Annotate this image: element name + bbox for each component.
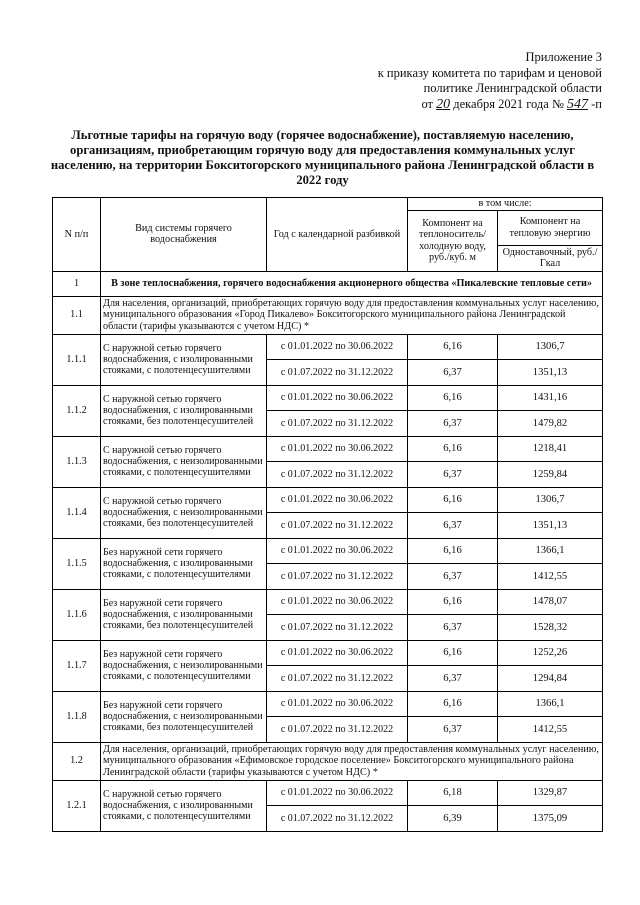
table-row xyxy=(53,589,603,615)
table-row xyxy=(53,780,603,806)
row-water-component: 6,16 xyxy=(408,640,498,666)
row-water-component: 6,16 xyxy=(408,334,498,360)
row-period: с 01.01.2022 по 30.06.2022 xyxy=(267,589,408,615)
row-water-component: 6,16 xyxy=(408,436,498,462)
row-heat-component: 1412,55 xyxy=(498,717,603,743)
subsection-1-2-num: 1.2 xyxy=(53,742,101,780)
row-description: Без наружной сети горячего водоснабжения, с изолированными стояками, без полотенцесушителей xyxy=(101,589,267,640)
row-period: с 01.07.2022 по 31.12.2022 xyxy=(267,666,408,692)
section-1-num: 1 xyxy=(53,271,101,296)
order-suffix: -п xyxy=(591,96,602,111)
row-water-component: 6,37 xyxy=(408,360,498,386)
subsection-1-1-title: Для населения, организаций, приобретающих горячую воду для предоставления коммунальных услуг населению, муниципального образования «Город Пикалево» Бокситогорского муниципального района Ленинградской области (тарифы указываются с учетом НДС) * xyxy=(101,296,603,334)
header-period: Год с календарной разбивкой xyxy=(267,198,408,272)
row-water-component: 6,37 xyxy=(408,462,498,488)
row-period: с 01.01.2022 по 30.06.2022 xyxy=(267,436,408,462)
row-num: 1.1.5 xyxy=(53,538,101,589)
row-heat-component: 1329,87 xyxy=(498,780,603,806)
row-water-component: 6,37 xyxy=(408,717,498,743)
tariff-table xyxy=(52,197,603,832)
row-num: 1.1.8 xyxy=(53,691,101,742)
date-rest: декабря 2021 года № xyxy=(453,96,564,111)
row-num: 1.2.1 xyxy=(53,780,101,831)
row-period: с 01.07.2022 по 31.12.2022 xyxy=(267,717,408,743)
row-period: с 01.07.2022 по 31.12.2022 xyxy=(267,462,408,488)
row-description: С наружной сетью горячего водоснабжения, с изолированными стояками, с полотенцесушителями xyxy=(101,334,267,385)
appendix-date-line xyxy=(302,97,602,113)
subsection-1-1-num: 1.1 xyxy=(53,296,101,334)
row-water-component: 6,37 xyxy=(408,513,498,539)
row-num: 1.1.4 xyxy=(53,487,101,538)
row-water-component: 6,18 xyxy=(408,780,498,806)
row-water-component: 6,37 xyxy=(408,564,498,590)
row-heat-component: 1412,55 xyxy=(498,564,603,590)
header-system: Вид системы горячего водоснабжения xyxy=(101,198,267,272)
table-row xyxy=(53,640,603,666)
appendix-block xyxy=(302,50,602,112)
row-water-component: 6,39 xyxy=(408,806,498,832)
row-heat-component: 1366,1 xyxy=(498,691,603,717)
row-heat-component: 1351,13 xyxy=(498,360,603,386)
date-prefix: от xyxy=(421,96,434,111)
row-heat-component: 1431,16 xyxy=(498,385,603,411)
header-comp2-sub: Одноставочный, руб./Гкал xyxy=(498,245,603,271)
appendix-line-2: к приказу комитета по тарифам и ценовой xyxy=(377,65,602,80)
row-period: с 01.07.2022 по 31.12.2022 xyxy=(267,615,408,641)
row-heat-component: 1294,84 xyxy=(498,666,603,692)
appendix-line-3: политике Ленинградской области xyxy=(423,81,602,95)
document-title: Льготные тарифы на горячую воду (горячее водоснабжение), поставляемую населению, организациям, приобретающим горячую воду для предоставления коммунальных услуг населению, на территории Бокситогорского муниципального района Ленинградской области в 2022 году xyxy=(50,128,595,187)
row-num: 1.1.3 xyxy=(53,436,101,487)
row-period: с 01.01.2022 по 30.06.2022 xyxy=(267,334,408,360)
table-row xyxy=(53,334,603,360)
row-description: С наружной сетью горячего водоснабжения, с неизолированными стояками, с полотенцесушителями xyxy=(101,436,267,487)
row-period: с 01.01.2022 по 30.06.2022 xyxy=(267,691,408,717)
row-water-component: 6,16 xyxy=(408,691,498,717)
row-description: С наружной сетью горячего водоснабжения, с изолированными стояками, без полотенцесушителей xyxy=(101,385,267,436)
table-row xyxy=(53,691,603,717)
header-including: в том числе: xyxy=(408,198,603,211)
row-water-component: 6,37 xyxy=(408,666,498,692)
row-period: с 01.07.2022 по 31.12.2022 xyxy=(267,360,408,386)
row-heat-component: 1218,41 xyxy=(498,436,603,462)
row-water-component: 6,16 xyxy=(408,487,498,513)
order-number: 547 xyxy=(567,96,589,112)
row-heat-component: 1252,26 xyxy=(498,640,603,666)
row-period: с 01.01.2022 по 30.06.2022 xyxy=(267,780,408,806)
header-comp1: Компонент на теплоноситель/холодную воду, руб./куб. м xyxy=(408,210,498,271)
row-period: с 01.01.2022 по 30.06.2022 xyxy=(267,640,408,666)
header-comp2: Компонент на тепловую энергию xyxy=(498,210,603,245)
appendix-line-1: Приложение 3 xyxy=(525,50,602,64)
subsection-1-2-title: Для населения, организаций, приобретающих горячую воду для предоставления коммунальных услуг населению, муниципального образования «Ефимовское городское поселение» Бокситогорского муниципального района Ленинградской области (тарифы указываются с учетом НДС) * xyxy=(101,742,603,780)
row-water-component: 6,16 xyxy=(408,538,498,564)
row-num: 1.1.2 xyxy=(53,385,101,436)
row-period: с 01.07.2022 по 31.12.2022 xyxy=(267,513,408,539)
row-heat-component: 1306,7 xyxy=(498,334,603,360)
row-period: с 01.01.2022 по 30.06.2022 xyxy=(267,385,408,411)
row-water-component: 6,16 xyxy=(408,385,498,411)
row-period: с 01.01.2022 по 30.06.2022 xyxy=(267,538,408,564)
row-water-component: 6,16 xyxy=(408,589,498,615)
row-heat-component: 1306,7 xyxy=(498,487,603,513)
row-heat-component: 1478,07 xyxy=(498,589,603,615)
row-period: с 01.07.2022 по 31.12.2022 xyxy=(267,411,408,437)
table-row xyxy=(53,436,603,462)
row-heat-component: 1528,32 xyxy=(498,615,603,641)
header-num: N п/п xyxy=(53,198,101,272)
row-period: с 01.07.2022 по 31.12.2022 xyxy=(267,806,408,832)
row-heat-component: 1366,1 xyxy=(498,538,603,564)
table-row xyxy=(53,487,603,513)
row-num: 1.1.1 xyxy=(53,334,101,385)
row-heat-component: 1259,84 xyxy=(498,462,603,488)
row-num: 1.1.7 xyxy=(53,640,101,691)
date-day: 20 xyxy=(436,96,451,112)
table-row xyxy=(53,742,603,780)
row-heat-component: 1479,82 xyxy=(498,411,603,437)
section-1-title: В зоне теплоснабжения, горячего водоснабжения акционерного общества «Пикалевские тепловые сети» xyxy=(101,271,603,296)
row-period: с 01.07.2022 по 31.12.2022 xyxy=(267,564,408,590)
row-heat-component: 1375,09 xyxy=(498,806,603,832)
row-water-component: 6,37 xyxy=(408,411,498,437)
row-period: с 01.01.2022 по 30.06.2022 xyxy=(267,487,408,513)
row-water-component: 6,37 xyxy=(408,615,498,641)
row-description: С наружной сетью горячего водоснабжения, с изолированными стояками, с полотенцесушителями xyxy=(101,780,267,831)
row-description: Без наружной сети горячего водоснабжения, с неизолированными стояками, с полотенцесушителями xyxy=(101,640,267,691)
row-num: 1.1.6 xyxy=(53,589,101,640)
table-row xyxy=(53,385,603,411)
table-row xyxy=(53,538,603,564)
row-description: Без наружной сети горячего водоснабжения, с изолированными стояками, с полотенцесушителями xyxy=(101,538,267,589)
row-description: С наружной сетью горячего водоснабжения, с неизолированными стояками, без полотенцесушителей xyxy=(101,487,267,538)
row-description: Без наружной сети горячего водоснабжения, с неизолированными стояками, без полотенцесушителей xyxy=(101,691,267,742)
row-heat-component: 1351,13 xyxy=(498,513,603,539)
